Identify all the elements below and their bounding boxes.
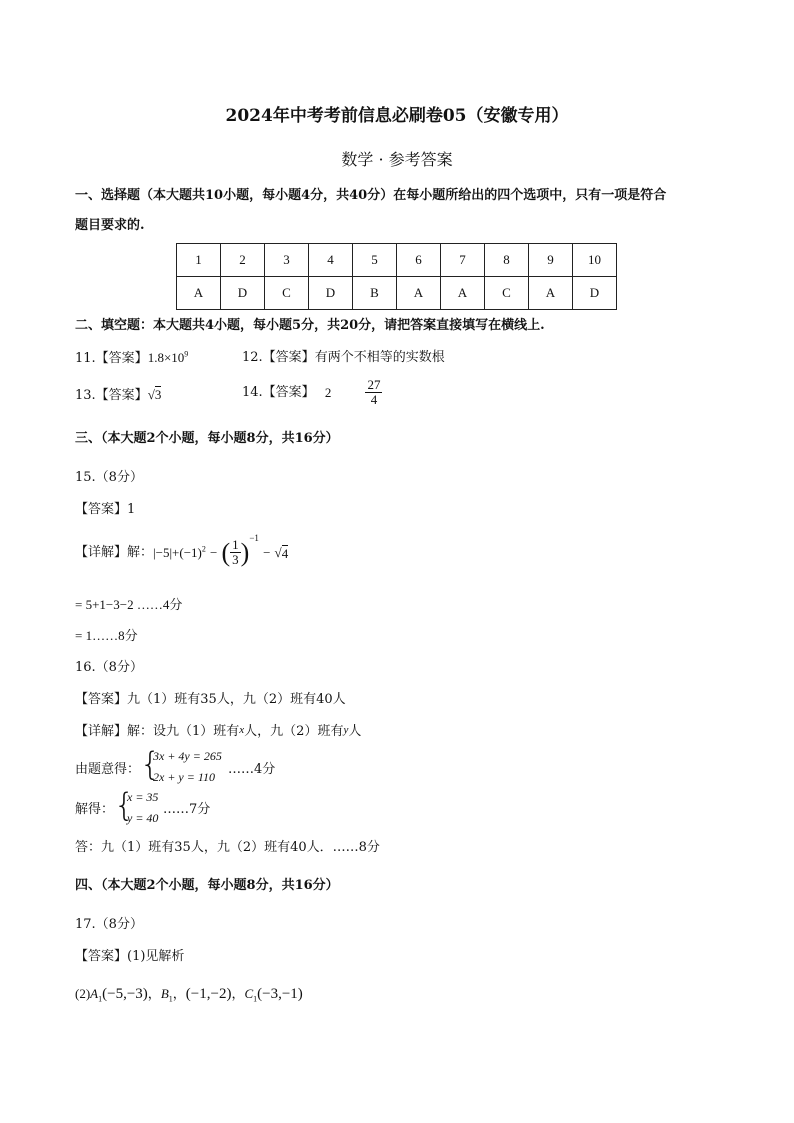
table-cell-number: 6 (397, 244, 441, 277)
table-cell-number: 4 (309, 244, 353, 277)
q17-point-a-subscript: 1 (98, 994, 103, 1004)
q16-var-x: x (239, 724, 245, 736)
q17-point-a-coord: (−5,−3) (102, 986, 148, 1002)
section1-heading-line2: 题目要求的. (75, 218, 145, 233)
q12-line (242, 350, 445, 366)
q17-part2 (75, 985, 303, 1003)
q15-abs-term: $|-5|+(-1)^2$ (153, 544, 206, 560)
q15-step2: = 1……8分 (75, 628, 138, 643)
left-paren-icon: ( (221, 537, 231, 567)
q15-minus2: − (263, 545, 271, 560)
table-cell-number: 5 (353, 244, 397, 277)
section3-heading: 三、（本大题2个小题，每小题8分，共16分） (75, 431, 339, 446)
table-cell-number: 2 (221, 244, 265, 277)
q14-value1: 2 (324, 385, 332, 400)
q16-eq2: 2x + y = 110 (153, 770, 215, 784)
q13-label: 13.【答案】 (75, 388, 148, 403)
section4-heading: 四、（本大题2个小题，每小题8分，共16分） (75, 878, 339, 893)
q14-label: 14.【答案】 (242, 385, 315, 400)
q17-point-b-coord: (−1,−2) (185, 986, 232, 1002)
q14-line (242, 378, 382, 408)
q16-eq1: 3x + 4y = 265 (153, 749, 222, 763)
left-brace-icon: { (114, 786, 135, 824)
q15-radicand: 4 (281, 545, 289, 561)
q17-sep1: ， (147, 986, 161, 1001)
q17-point-c-coord: (−3,−1) (257, 986, 303, 1002)
answer-table-number-row (177, 244, 617, 277)
q16-system-score: ……4分 (228, 762, 276, 777)
q16-var-y: y (343, 724, 349, 736)
answer-table (176, 243, 617, 310)
q17-answer: 【答案】(1)见解析 (75, 949, 185, 964)
right-paren-icon: ) (240, 537, 250, 567)
q16-system-label: 由题意得： (75, 762, 141, 777)
table-cell-answer: D (573, 277, 617, 310)
q16-answer: 【答案】九（1）班有35人，九（2）班有40人 (75, 692, 346, 707)
table-cell-number: 8 (485, 244, 529, 277)
table-cell-answer: B (353, 277, 397, 310)
q13-radicand: 3 (154, 387, 162, 402)
section1-heading-line1: 一、选择题（本大题共10小题，每小题4分，共40分）在每小题所给出的四个选项中，只有一项是符合 (75, 188, 667, 203)
left-brace-icon: { (140, 745, 161, 783)
q15-detail-label: 【详解】解： (75, 545, 154, 560)
q16-sol2: y = 40 (127, 811, 159, 825)
sqrt-icon: √ (274, 545, 282, 560)
table-cell-answer: D (221, 277, 265, 310)
q11-line (75, 350, 188, 367)
table-cell-answer: A (177, 277, 221, 310)
q15-detail (75, 532, 289, 568)
q14-fraction (365, 378, 382, 408)
q15-answer: 【答案】1 (75, 502, 136, 517)
q17-sep2: ， (172, 986, 186, 1001)
table-cell-answer: C (265, 277, 309, 310)
q15-frac-numerator: 1 (232, 537, 239, 552)
q15-step1: = 5+1−3−2 ……4分 (75, 597, 183, 612)
q16-detail-b: 人，九（2）班有 (244, 724, 344, 739)
answer-table-answer-row (177, 277, 617, 310)
q15-abs-exponent: 2 (201, 544, 206, 554)
q16-sol1: x = 35 (127, 790, 159, 804)
q14-numerator: 27 (367, 377, 381, 392)
table-cell-answer: C (485, 277, 529, 310)
table-cell-number: 9 (529, 244, 573, 277)
q11-label: 11.【答案】 (75, 351, 148, 366)
q17-point-b-subscript: 1 (168, 994, 173, 1004)
q15-minus: − (210, 545, 218, 560)
table-cell-answer: D (309, 277, 353, 310)
q17-sep3: ， (231, 986, 245, 1001)
q13-line (75, 387, 161, 404)
q16-solution-score: ……7分 (163, 802, 211, 817)
q15-paren-exponent: −1 (249, 532, 259, 543)
q16-detail (75, 724, 361, 740)
q17-part2-label: (2) (75, 986, 91, 1001)
q15-frac-denominator: 3 (232, 552, 239, 568)
q17-point-b: B (160, 986, 169, 1001)
table-cell-number: 10 (573, 244, 617, 277)
q16-detail-a: 【详解】解：设九（1）班有 (75, 724, 240, 739)
table-cell-number: 7 (441, 244, 485, 277)
q12-label: 12.【答案】 (242, 350, 315, 365)
q16-detail-c: 人 (348, 724, 362, 739)
q17-head: 17.（8分） (75, 917, 143, 932)
table-cell-number: 1 (177, 244, 221, 277)
table-cell-answer: A (397, 277, 441, 310)
q17-point-a: A (90, 986, 99, 1001)
section2-heading: 二、填空题：本大题共4小题，每小题5分，共20分，请把答案直接填写在横线上. (75, 318, 545, 333)
q11-value: 1.8×10 (147, 350, 185, 365)
q15-fraction (230, 538, 241, 568)
q16-head: 16.（8分） (75, 660, 143, 675)
page-subtitle: 数学 · 参考答案 (341, 150, 453, 169)
sqrt-icon: √ (147, 387, 155, 402)
q16-conclusion: 答：九（1）班有35人，九（2）班有40人．……8分 (75, 840, 380, 855)
q11-exponent: 9 (184, 349, 189, 359)
q14-denominator: 4 (370, 392, 378, 408)
q17-point-c: C (244, 986, 254, 1001)
q15-head: 15.（8分） (75, 470, 143, 485)
q16-solution-label: 解得： (75, 802, 115, 817)
table-cell-answer: A (529, 277, 573, 310)
table-cell-answer: A (441, 277, 485, 310)
page-title: 2024年中考考前信息必刷卷05（安徽专用） (225, 106, 569, 126)
q17-point-c-subscript: 1 (253, 994, 258, 1004)
table-cell-number: 3 (265, 244, 309, 277)
q12-value: 有两个不相等的实数根 (314, 350, 445, 365)
